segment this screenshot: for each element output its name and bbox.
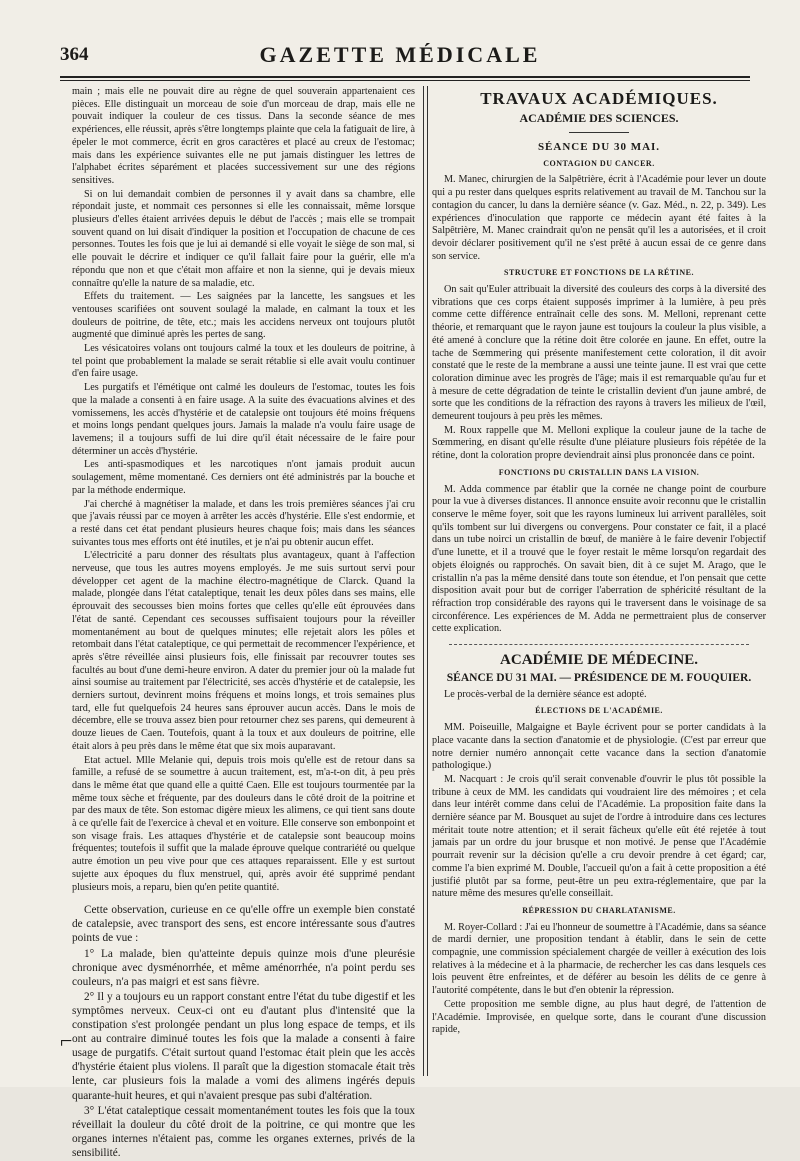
- subheading: RÉPRESSION DU CHARLATANISME.: [522, 905, 676, 915]
- paragraph: Cette proposition me semble digne, au plus haut degré, de l'attention de l'Académie. Improvisée, en quelque sorte, dans le courant d'une discussion rapide,: [432, 998, 766, 1036]
- subheading: ÉLECTIONS DE L'ACADÉMIE.: [535, 706, 663, 716]
- right-column: [432, 86, 766, 1038]
- paragraph: M. Roux rappelle que M. Melloni explique la couleur jaune de la tache de Sœmmering, en disant qu'elle résulte d'une pléiature plusieurs fois répétée de la rétine, dont la coloration propre deviendrait ainsi plus prononcée dans ce point.: [432, 424, 766, 462]
- left-column: [72, 86, 415, 1161]
- paragraph: Cette observation, curieuse en ce qu'elle offre un exemple bien constaté de catalepsie, avec transport des sens, est encore intéressante sous d'autres points de vue :: [72, 904, 415, 945]
- paragraph: Etat actuel. Mlle Melanie qui, depuis trois mois qu'elle est de retour dans sa famille, a refusé de se soumettre à aucun traitement, est, m'a-t-on dit, à peu près dans le même état que quand elle a quitté Caen. Elle est toujours tourmentée par la même toux sèche et fréquente, par des douleurs dans le côté droit de la poitrine et par des maux de tête. Son estomac digère mieux les alimens, ce qui tient sans doute à ce qu'elle fait de l'exercice à cheval et en voiture. Elle conserve son embonpoint et son visage frais. Les attaques d'hystérie et de catalepsie sont beaucoup moins fréquentes; toutefois il suffit que la malade éprouve quelque contrariété ou quelque autre émotion un peu vive pour que ces attaques reparaissent. Elle y est surtout sujette aux époques du flux menstruel, qui, après avoir été supprimé pendant plusieurs mois, a reparu, bien qu'en petite quantité.: [72, 754, 415, 893]
- paragraph: main ; mais elle ne pouvait dire au règne de quel souverain appartenaient ces pièces. Elle distinguait un morceau de soie d'un morceau de drap, mais elle ne pouvait indiquer la couleur de ces tissus. Dans la seconde séance de mes expériences, elle réussit, après s'être longtemps plainte que cela la fatiguait de lire, à épeler le mot commerce, écrit en gros caractères et placé au creux de l'estomac; mais dans les expérience suivantes elle ne put jamais distinguer les lettres de l'alphabet écrites séparément et placées successivement sur une des régions sensitives.: [72, 86, 415, 186]
- paragraph: Les vésicatoires volans ont toujours calmé la toux et les douleurs de poitrine, à tel point que probablement la malade se serait rétablie si elle avait voulu continuer d'en faire usage.: [72, 343, 415, 380]
- paragraph: M. Adda commence par établir que la cornée ne change point de courbure pour la vue à diverses distances. Il annonce ensuite avoir reconnu que le cristallin conserve le même foyer, soit que les rayons lumineux lui arrivent parallèles, soit qu'ils tombent sur lui divergens ou convergens. Pour constater ce fait, il a placé dans un tube noirci un cristallin de bœuf, de manière à le faire devenir l'objectif d'une lunette, et il a trouvé que le foyer restait le même lorsqu'on regardait des objets éloignés ou rapprochés. On savait bien, dit à ce sujet M. Arago, que le cristallin n'a pas la même densité dans toute son étendue, et l'on pensait que cette disposition avait pour but de corriger l'aberration de sphéricité résultant de la réfraction trop considérable des rayons qui le traversent dans le voisinage de sa circonférence. Les expériences de M. Adda ne permettraient plus de conserver cette explication.: [432, 483, 766, 635]
- header-rule-thick: [60, 76, 750, 78]
- paragraph: M. Manec, chirurgien de la Salpêtrière, écrit à l'Académie pour lever un doute qui a pu rester dans quelques esprits relativement au travail de M. Tanchou sur la contagion du cancer, lu dans la dernière séance (v. Gaz. Méd., n. 22, p. 349). Les expériences d'inoculation que rapporte ce médecin ayant été faites à la Salpêtrière, M. Manec craindrait qu'on ne pensât qu'il les a autorisées, et il croit devoir déclarer positivement qu'il ne s'est prêté à aucun essai de ce genre dans son service.: [432, 174, 766, 262]
- paragraph: Si on lui demandait combien de personnes il y avait dans sa chambre, elle répondait juste, et nommait ces personnes si elle les connaissait, même lorsque plusieurs d'elles étaient arrivées depuis le début de l'accès ; mais elle se trompait souvent quand on lui disait d'indiquer la position et l'occupation de chacune de ces personnes. Toutes les fois que je lui ai demandé si elle voyait le siège de son mal, si elle pouvait le décrire et indiquer ce qu'il fallait faire pour la guérir, elle m'a répondu que non et que c'était mon affaire et non la sienne, qui je devais mieux connaître qu'elle la nature de sa maladie, etc.: [72, 188, 415, 289]
- column-divider: [423, 86, 424, 1076]
- paragraph: MM. Poiseuille, Malgaigne et Bayle écrivent pour se porter candidats à la place vacante dans la section d'anatomie et de physiologie. (C'est par erreur que notre dernier numéro annonçait cette vacance dans la section d'anatomie pathologique.): [432, 722, 766, 772]
- fold-mark-icon: ⌐: [60, 1028, 73, 1053]
- page-number: 364: [60, 44, 89, 65]
- subheading: FONCTIONS DU CRISTALLIN DANS LA VISION.: [498, 467, 700, 477]
- header-rule-thin: [60, 80, 750, 81]
- paragraph: Les purgatifs et l'émétique ont calmé les douleurs de l'estomac, toutes les fois que la malade a consenti à en faire usage. A la suite des évacuations alvines et des vomissemens, les accès d'hystérie et de catalepsie ont toujours été moins fréquens et moins longs pendant quelques jours. Jamais la malade n'a voulu faire usage de lavemens; il a toujours suffi de lui dire qu'il était nécessaire de le faire pour déterminer un accès d'hystérie.: [72, 382, 415, 457]
- academy-heading: ACADÉMIE DE MÉDECINE.: [500, 652, 698, 669]
- paragraph: L'électricité a paru donner des résultats plus avantageux, quant à l'affection nerveuse, que tous les autres moyens employés. Je me suis surtout servi pour développer cet agent de la machine électro-magnétique de Clarck. Quand la malade, plongée dans l'état cataleptique, tenait les deux pôles dans ses mains, elle éprouvait des secousses bien moins fortes que celles qu'elle eût éprouvées dans l'état de santé. Cependant ces secousses suffisaient toujours pour la réveiller momentanément au bout de quelques minutes; elle rejetait alors les pôles et retombait dans l'état cataleptique, ce qui permettait de recommencer l'expérience, et après s'être réveillée ainsi plusieurs fois, elle finissait par recouvrer toutes ses facultés au bout d'une demi-heure environ. A dater du premier jour où la malade fut ainsi soumise au traitement par l'électricité, ses accès d'hystérie et de catalepsie, les derniers surtout, devinrent moins fréquens et moins longs, et trois semaines plus tard, elle fut quelquefois 24 heures sans éprouver aucun accès. Dans le mois de décembre, elle se trouva assez bien pour retourner chez ses parens, qui demeurent à douze lieues de Caen. Toutefois, quant à la toux et aux douleurs de poitrine, elle était alors à peu près dans le même état que six mois auparavant.: [72, 550, 415, 752]
- section-title: TRAVAUX ACADÉMIQUES.: [480, 89, 718, 108]
- column-divider: [427, 86, 428, 1076]
- paragraph: Le procès-verbal de la dernière séance est adopté.: [444, 688, 647, 700]
- paragraph: On sait qu'Euler attribuait la diversité des couleurs des corps à la diversité des vibrations que ces corps étaient supposés imprimer à la lumière, à peu près comme cette différence entraînait celle des sons. M. Melloni, reprenant cette théorie, et remarquant que le rayon jaune est toujours la couleur la plus visible, a été amené à conclure que la rétine doit être colorée en jaune. En effet, outre la tache de Sœmmering qui présente manifestement cette coloration, il dit avoir constaté que le reste de la membrane a aussi une teinte jaune. Il est vrai que cette coloration diminue avec les progrès de l'âge; mais il est remarquable qu'au fur et à mesure de cette dégradation de teinte le cristallin devient d'un jaune ambré, de sorte que les conditions de la réfraction des rayons à travers les milieux de l'œil, demeurent toujours à peu près les mêmes.: [432, 284, 766, 423]
- paragraph: Les anti-spasmodiques et les narcotiques n'ont jamais produit aucun soulagement, même momentané. Ces derniers ont été administrés par la bouche et par la méthode endermique.: [72, 459, 415, 496]
- divider: [569, 132, 629, 133]
- masthead-title: GAZETTE MÉDICALE: [259, 42, 541, 67]
- paragraph: 1° La malade, bien qu'atteinte depuis quinze mois d'une pleurésie chronique avec dysménorrhée, et même aménorrhée, n'a point perdu ses couleurs, n'a pas maigri et est sans fièvre.: [72, 947, 415, 988]
- paragraph: 3° L'état cataleptique cessait momentanément toutes les fois que la toux réveillait la douleur du côté droit de la poitrine, ce qui montre que les organes internes n'étaient pas, comme les organes externes, privés de la sensibilité.: [72, 1104, 415, 1159]
- paragraph: Effets du traitement. — Les saignées par la lancette, les sangsues et les ventouses scarifiées ont souvent soulagé la malade, en calmant la toux et les douleurs de poitrine, de tête, etc.; mais les accidens nerveux ont toujours plutôt augmenté que diminué après les pertes de sang.: [72, 291, 415, 341]
- paragraph: M. Royer-Collard : J'ai eu l'honneur de soumettre à l'Académie, dans sa séance de mardi dernier, une proposition tendant à établir, dans le sein de cette compagnie, une commission spécialement chargée de veiller à exécution des lois relatives à la médecine et à la pharmacie, de rechercher les cas dans lesquels ces lois peuvent être enfreintes, et de déférer au besoin les délits de ce genre à l'autorité compétente, dans le but d'en obtenir la répression.: [432, 921, 766, 997]
- session-heading: SÉANCE DU 31 MAI. — PRÉSIDENCE DE M. FOUQUIER.: [446, 672, 752, 685]
- paragraph: J'ai cherché à magnétiser la malade, et dans les trois premières séances j'ai cru que j'avais réussi par ce moyen à arrêter les accès d'hystérie. Elle s'est endormie, et a resté dans cet état pendant plusieurs heures chaque fois; mais dans les séances suivantes tous mes efforts ont été inutiles, et je n'ai pu obtenir aucun effet.: [72, 498, 415, 548]
- academy-heading: ACADÉMIE DES SCIENCES.: [519, 111, 679, 125]
- paragraph: 2° Il y a toujours eu un rapport constant entre l'état du tube digestif et les symptômes nerveux. Ceux-ci ont eu d'autant plus d'intensité que la constipation s'est prolongée pendant un plus long espace de temps, et ils ont au contraire diminué toutes les fois que la malade a consenti à faire usage de purgatifs. C'était surtout quand l'estomac était plein que les accès d'hystérie étaient plus violens. Il paraît que la digestion stomacale était très lente, car plusieurs fois la malade a vomi des alimens ingérés depuis quarante-huit heures, et qui n'avaient presque pas subi d'altération.: [72, 990, 415, 1102]
- paragraph: M. Nacquart : Je crois qu'il serait convenable d'ouvrir le plus tôt possible la tribune à ceux de MM. les candidats qui voudraient lire des mémoires ; et cela dans leur intérêt comme dans celui de l'Académie. La proposition faite dans la dernière séance par M. Bousquet au sujet de l'ordre à introduire dans ces lectures méritait toute notre attention; et il serait fâcheux qu'elle eût été rejetée à tout jamais par un ordre du jour brusque et non motivé. Je pense que l'Académie pourrait revenir sur la décision qu'elle a cru devoir prendre à cet égard; car, comme l'a bien exprimé M. Double, l'accueil qu'on a fait à cette proposition a été justifié plutôt par sa forme, peut-être un peu extra-réglementaire, que par la nature même des mesures qu'elle conseillait.: [432, 773, 766, 900]
- subheading: STRUCTURE ET FONCTIONS DE LA RÉTINE.: [504, 268, 694, 278]
- subheading: CONTAGION DU CANCER.: [543, 158, 655, 168]
- section-separator: [449, 644, 749, 645]
- session-heading: SÉANCE DU 30 MAI.: [537, 141, 661, 153]
